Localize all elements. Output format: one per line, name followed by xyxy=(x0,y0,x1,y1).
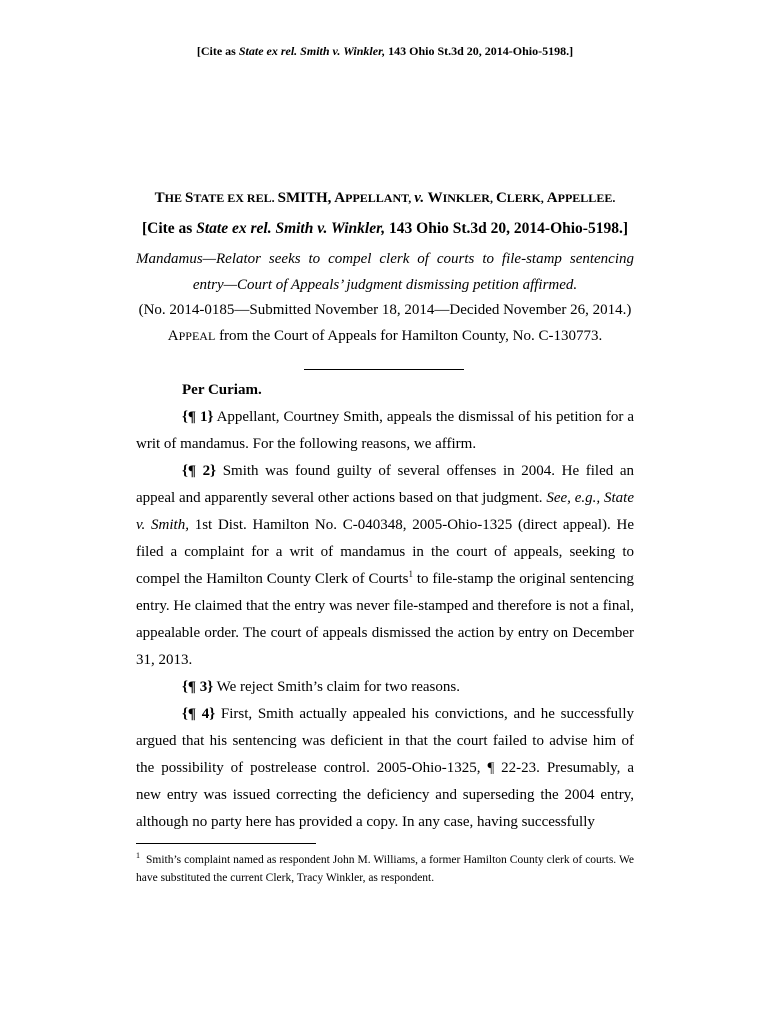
case-caption: THE STATE EX REL. SMITH, APPELLANT, v. WINKLER, CLERK, APPELLEE. xyxy=(154,190,616,206)
cite-header-suffix: 143 Ohio St.3d 20, 2014-Ohio-5198.] xyxy=(385,44,574,58)
paragraph-3: {¶ 3} We reject Smith’s claim for two reasons. xyxy=(182,679,460,695)
syllabus-line-1: Mandamus—Relator seeks to compel clerk of courts to file-stamp sentencing xyxy=(136,251,634,267)
cite-header xyxy=(0,44,770,59)
syllabus-line-2: entry—Court of Appeals’ judgment dismissing petition affirmed. xyxy=(192,277,578,293)
paragraph-2: {¶ 2} Smith was found guilty of several offenses in 2004. He filed an appeal and apparently several other actions based on that judgment. See, e.g., State v. Smith, 1st Dist. Hamilton No. C-040348, 2005-Ohio-1325 (direct appeal). He filed a complaint for a writ of mandamus in the court of appeals, seeking to compel the Hamilton County Clerk of Courts$^1$ to file-stamp the original sentencing entry. He claimed that the entry was never file-stamped and therefore is not a final, appealable order. The court of appeals dismissed the action by entry on December 31, 2013. xyxy=(136,463,635,668)
syllabus xyxy=(136,246,634,298)
opinion-body xyxy=(136,377,634,836)
opinion-heading: Per Curiam. xyxy=(182,382,262,398)
separator-rule xyxy=(304,369,464,370)
paragraph-1: {¶ 1} Appellant, Courtney Smith, appeals the dismissal of his petition for a writ of mandamus. For the following reasons, we affirm. xyxy=(136,409,634,452)
footnote-ref[interactable]: 1 xyxy=(408,569,413,579)
citation-line: [Cite as State ex rel. Smith v. Winkler, 143 Ohio St.3d 20, 2014-Ohio-5198.] xyxy=(141,220,628,237)
appeal-line: APPEAL from the Court of Appeals for Hamilton County, No. C-130773. xyxy=(167,328,603,344)
cite-header-prefix: [Cite as xyxy=(196,44,239,58)
paragraph-4: {¶ 4} First, Smith actually appealed his convictions, and he successfully argued that his sentencing was deficient in that the court failed to advise him of the possibility of postrelease control. 2005-Ohio-1325, ¶ 22-23. Presumably, a new entry was issued correcting the deficiency and superseding the 2004 entry, although no party here has provided a copy. In any case, having successfully xyxy=(136,706,635,830)
footnote-rule xyxy=(136,843,316,844)
docket-line: (No. 2014-0185—Submitted November 18, 2014—Decided November 26, 2014.) xyxy=(138,302,632,318)
cite-header-case: State ex rel. Smith v. Winkler, xyxy=(238,44,386,58)
footnote: $^1$ Smith’s complaint named as respondent John M. Williams, a former Hamilton County clerk of courts. We have substituted the current Clerk, Tracy Winkler, as respondent. xyxy=(136,851,634,884)
